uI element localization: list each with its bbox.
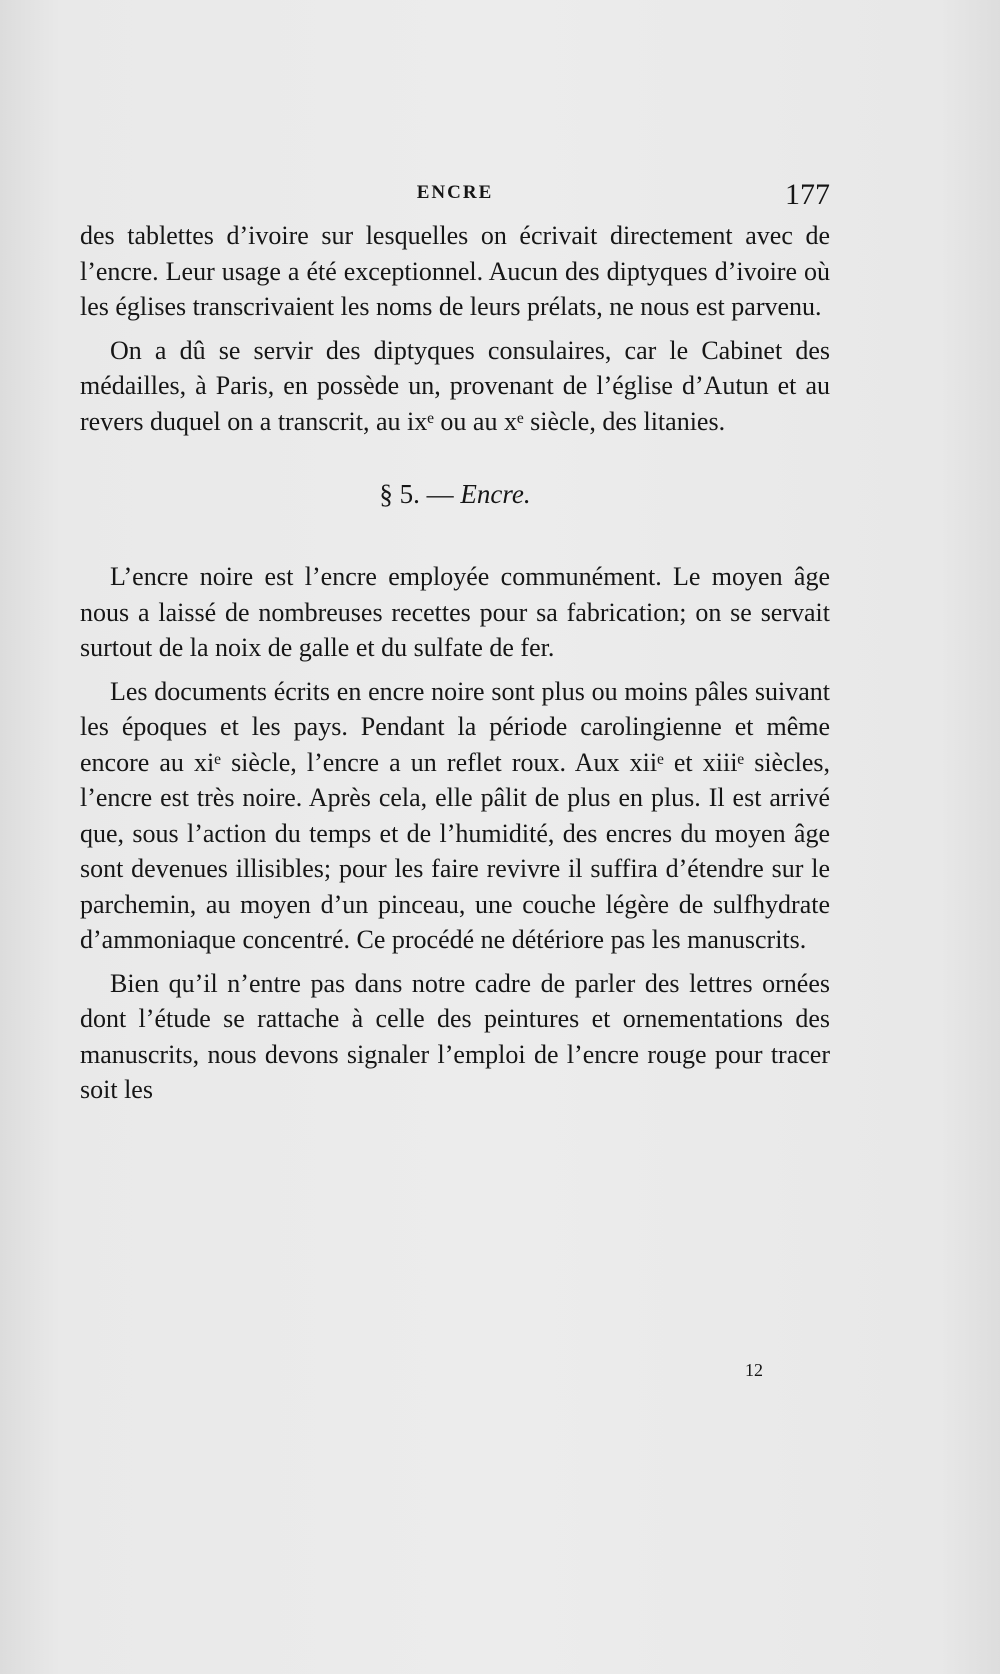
section-heading [80,477,830,511]
section-number: § 5. — [379,479,454,509]
paragraph-4: Les documents écrits en encre noire sont plus ou moins pâles suivant les époques et les pays. Pendant la période carolingienne et même encore au xiᵉ siècle, l’encre a un reflet roux. Aux xiiᵉ et xiiiᵉ siècles, l’encre est très noire. Après cela, elle pâlit de plus en plus. Il est arrivé que, sous l’action du temps et de l’humidité, des encres du moyen âge sont devenues illisibles; pour les faire revivre il suffira d’étendre sur le parchemin, au moyen d’un pinceau, une couche légère de sulfhydrate d’ammoniaque concentré. Ce procédé ne détériore pas les manuscrits. [80,676,830,954]
section-title: Encre. [460,479,531,509]
body-text [80,218,830,1116]
page-number: 177 [785,178,830,211]
paragraph-5: Bien qu’il n’entre pas dans notre cadre de parler des lettres ornées dont l’étude se rattache à celle des peintures et ornementations des manuscrits, nous devons signaler l’emploi de l’encre rouge pour tracer soit les [80,968,830,1104]
page-header [80,178,830,218]
paragraph-1: des tablettes d’ivoire sur lesquelles on écrivait directement avec de l’encre. Leur usage a été exceptionnel. Aucun des diptyques d’ivoire où les églises transcrivaient les noms de leurs prélats, ne nous est parvenu. [80,221,830,321]
signature-mark: 12 [745,1360,763,1380]
running-title: ENCRE [416,182,494,203]
paragraph-3: L’encre noire est l’encre employée communément. Le moyen âge nous a laissé de nombreuses recettes pour sa fabrication; on se servait surtout de la noix de galle et du sulfate de fer. [80,562,830,662]
paragraph-2: On a dû se servir des diptyques consulaires, car le Cabinet des médailles, à Paris, en possède un, provenant de l’église d’Autun et au revers duquel on a transcrit, au ixᵉ ou au xᵉ siècle, des litanies. [80,335,830,436]
